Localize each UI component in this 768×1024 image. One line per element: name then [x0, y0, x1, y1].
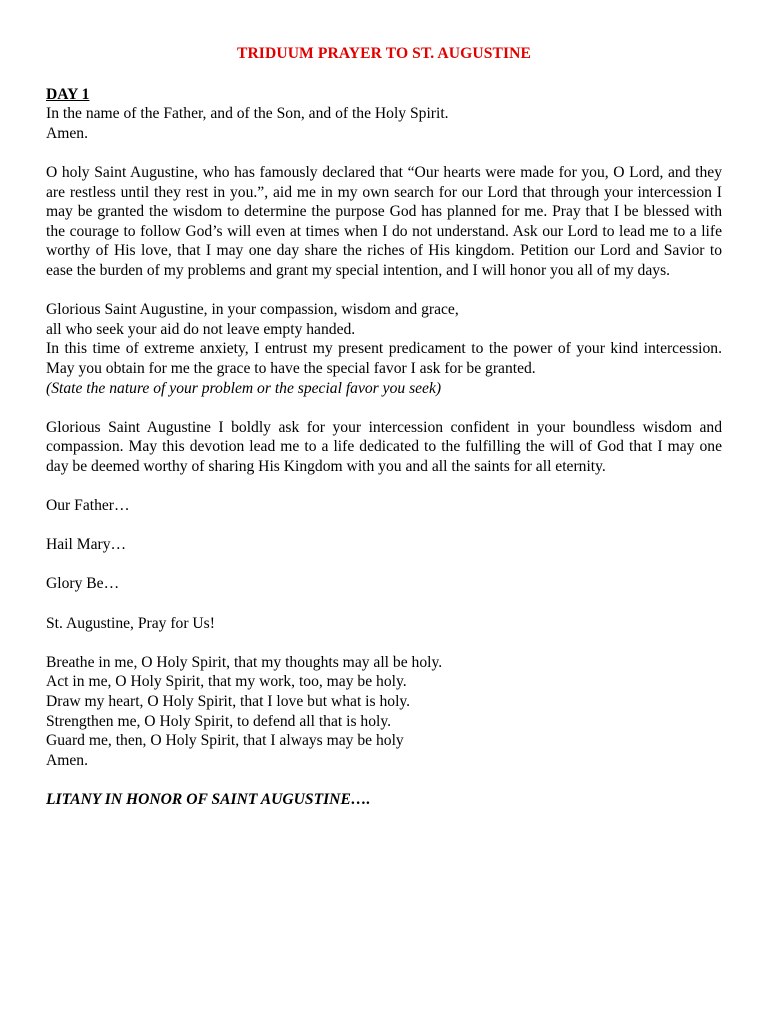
paragraph-2-body: In this time of extreme anxiety, I entrust my present predicament to the power of your kind intercession. May you obtain for me the grace to have the special favor I ask for be granted.	[46, 340, 722, 377]
prayer-our-father: Our Father…	[46, 497, 130, 515]
paragraph-2-instruction: (State the nature of your problem or the special favor you seek)	[46, 379, 442, 397]
opening-block	[46, 85, 722, 144]
prayer-glory-be: Glory Be…	[46, 575, 120, 593]
holy-spirit-prayer	[46, 653, 722, 771]
holy-spirit-line-2: Act in me, O Holy Spirit, that my work, too, may be holy.	[46, 673, 407, 691]
holy-spirit-line-3: Draw my heart, O Holy Spirit, that I love but what is holy.	[46, 693, 411, 710]
opening-amen: Amen.	[46, 124, 89, 142]
document-title: TRIDUUM PRAYER TO ST. AUGUSTINE	[236, 45, 532, 62]
paragraph-2-line-2: all who seek your aid do not leave empty handed.	[46, 320, 356, 338]
paragraph-2	[46, 300, 722, 398]
holy-spirit-line-5: Guard me, then, O Holy Spirit, that I always may be holy	[46, 732, 404, 750]
paragraph-2-line-1: Glorious Saint Augustine, in your compassion, wisdom and grace,	[46, 301, 459, 319]
holy-spirit-amen: Amen.	[46, 751, 89, 769]
prayer-hail-mary: Hail Mary…	[46, 536, 127, 554]
paragraph-1: O holy Saint Augustine, who has famously declared that “Our hearts were made for you, O Lord, and they are restless until they rest in you.”, aid me in my own search for our Lord that through your intercession I may be granted the wisdom to determine the purpose God has planned for me. Pray that I be blessed with the courage to follow God’s will even at times when I do not understand. Ask our Lord to lead me to a life worthy of His love, that I may one day share the riches of His kingdom. Petition our Lord and Savior to ease the burden of my problems and grant my special intention, and I will honor you all of my days.	[46, 163, 722, 279]
paragraph-3: Glorious Saint Augustine I boldly ask for your intercession confident in your boundless wisdom and compassion. May this devotion lead me to a life dedicated to the fulfilling the will of God that I may one day be deemed worthy of sharing His Kingdom with you and all the saints for all eternity.	[46, 418, 722, 475]
opening-line: In the name of the Father, and of the Son, and of the Holy Spirit.	[46, 105, 449, 123]
prayer-st-augustine: St. Augustine, Pray for Us!	[46, 614, 215, 632]
litany-heading: LITANY IN HONOR OF SAINT AUGUSTINE….	[46, 790, 371, 808]
day-heading: DAY 1	[46, 85, 90, 103]
holy-spirit-line-4: Strengthen me, O Holy Spirit, to defend all that is holy.	[46, 712, 392, 730]
document-page	[46, 44, 722, 829]
holy-spirit-line-1: Breathe in me, O Holy Spirit, that my thoughts may all be holy.	[46, 653, 443, 671]
